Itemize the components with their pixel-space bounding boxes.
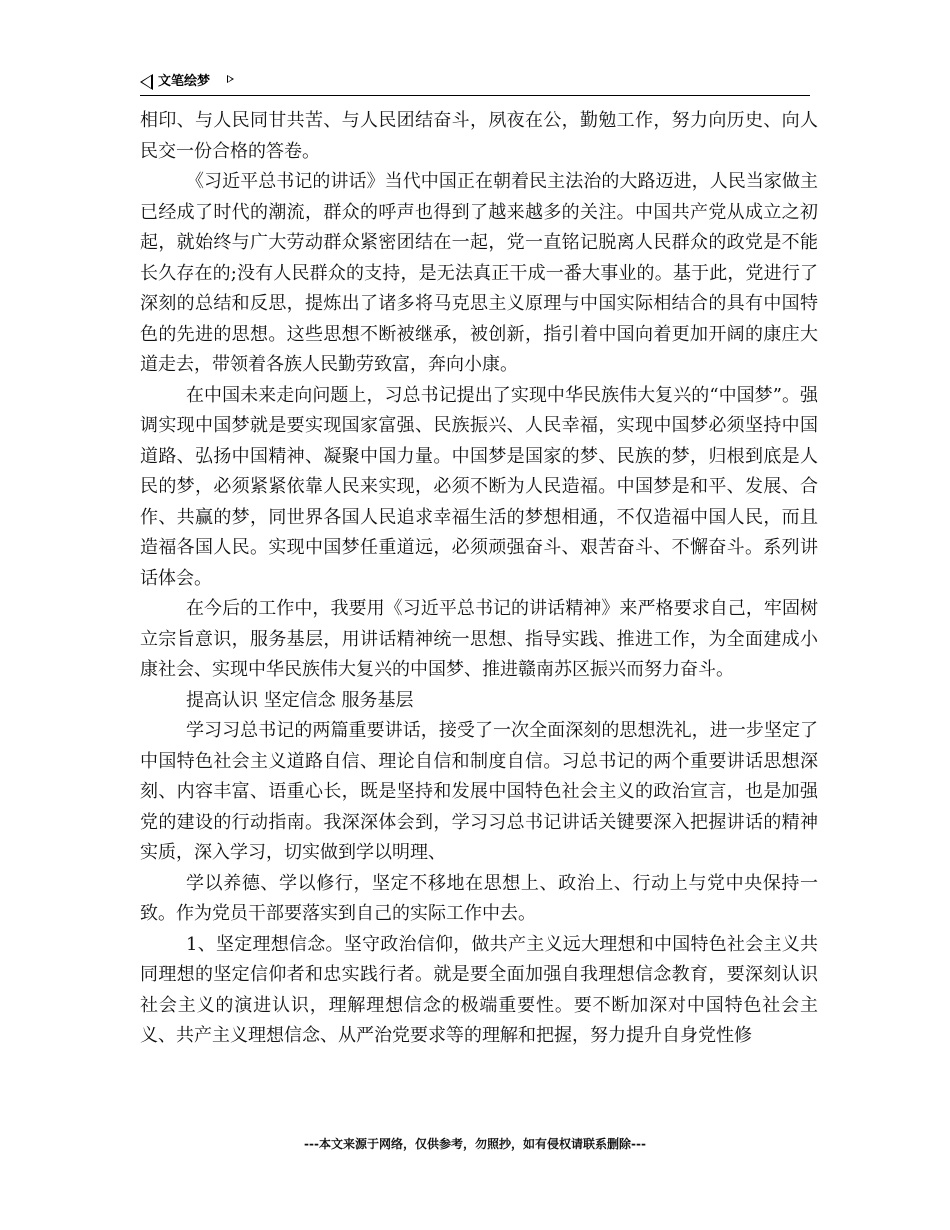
page-header xyxy=(140,70,810,96)
paragraph-6: 学以养德、学以修行，坚定不移地在思想上、政治上、行动上与党中央保持一致。作为党员干部要落实到自己的实际工作中去。 xyxy=(140,872,818,924)
footer-notice: ---本文来源于网络，仅供参考，勿照抄，如有侵权请联系删除--- xyxy=(304,1137,646,1151)
paragraph-4: 在今后的工作中，我要用《习近平总书记的讲话精神》来严格要求自己，牢固树立宗旨意识，服务基层，用讲话精神统一思想、指导实践、推进工作，为全面建成小康社会、实现中华民族伟大复兴的中国梦、推进赣南苏区振兴而努力奋斗。 xyxy=(140,598,818,680)
paragraph-7: 1、坚定理想信念。坚守政治信仰，做共产主义远大理想和中国特色社会主义共同理想的坚定信仰者和忠实践行者。就是要全面加强自我理想信念教育，要深刻认识社会主义的演进认识，理解理想信念的极端重要性。要不断加深对中国特色社会主义、共产主义理想信念、从严治党要求等的理解和把握，努力提升自身党性修 xyxy=(140,933,818,1046)
triangle-left-icon xyxy=(140,74,153,90)
section-heading: 提高认识 坚定信念 服务基层 xyxy=(186,689,414,711)
triangle-right-icon xyxy=(227,75,234,83)
header-brand: 文笔绘梦 xyxy=(158,74,211,89)
paragraph-5: 学习习总书记的两篇重要讲话，接受了一次全面深刻的思想洗礼，进一步坚定了中国特色社会主义道路自信、理论自信和制度自信。习总书记的两个重要讲话思想深刻、内容丰富、语重心长，既是坚持和发展中国特色社会主义的政治宣言，也是加强党的建设的行动指南。我深深体会到，学习习总书记讲话关键要深入把握讲话的精神实质，深入学习，切实做到学以明理、 xyxy=(140,720,818,863)
paragraph-2: 《习近平总书记的讲话》当代中国正在朝着民主法治的大路迈进，人民当家做主已经成了时代的潮流，群众的呼声也得到了越来越多的关注。中国共产党从成立之初起，就始终与广大劳动群众紧密团结在一起，党一直铭记脱离人民群众的政党是不能长久存在的;没有人民群众的支持，是无法真正干成一番大事业的。基于此，党进行了深刻的总结和反思，提炼出了诸多将马克思主义原理与中国实际相结合的具有中国特色的先进的思想。这些思想不断被继承，被创新，指引着中国向着更加开阔的康庄大道走去，带领着各族人民勤劳致富，奔向小康。 xyxy=(140,171,818,375)
document-body xyxy=(140,106,818,1052)
paragraph-3: 在中国未来走向问题上，习总书记提出了实现中华民族伟大复兴的“中国梦”。强调实现中国梦就是要实现国家富强、民族振兴、人民幸福，实现中国梦必须坚持中国道路、弘扬中国精神、凝聚中国力量。中国梦是国家的梦、民族的梦，归根到底是人民的梦，必须紧紧依靠人民来实现，必须不断为人民造福。中国梦是和平、发展、合作、共赢的梦，同世界各国人民追求幸福生活的梦想相通，不仅造福中国人民，而且造福各国人民。实现中国梦任重道远，必须顽强奋斗、艰苦奋斗、不懈奋斗。系列讲话体会。 xyxy=(140,384,818,589)
paragraph-1: 相印、与人民同甘共苦、与人民团结奋斗，夙夜在公，勤勉工作，努力向历史、向人民交一份合格的答卷。 xyxy=(140,110,818,162)
